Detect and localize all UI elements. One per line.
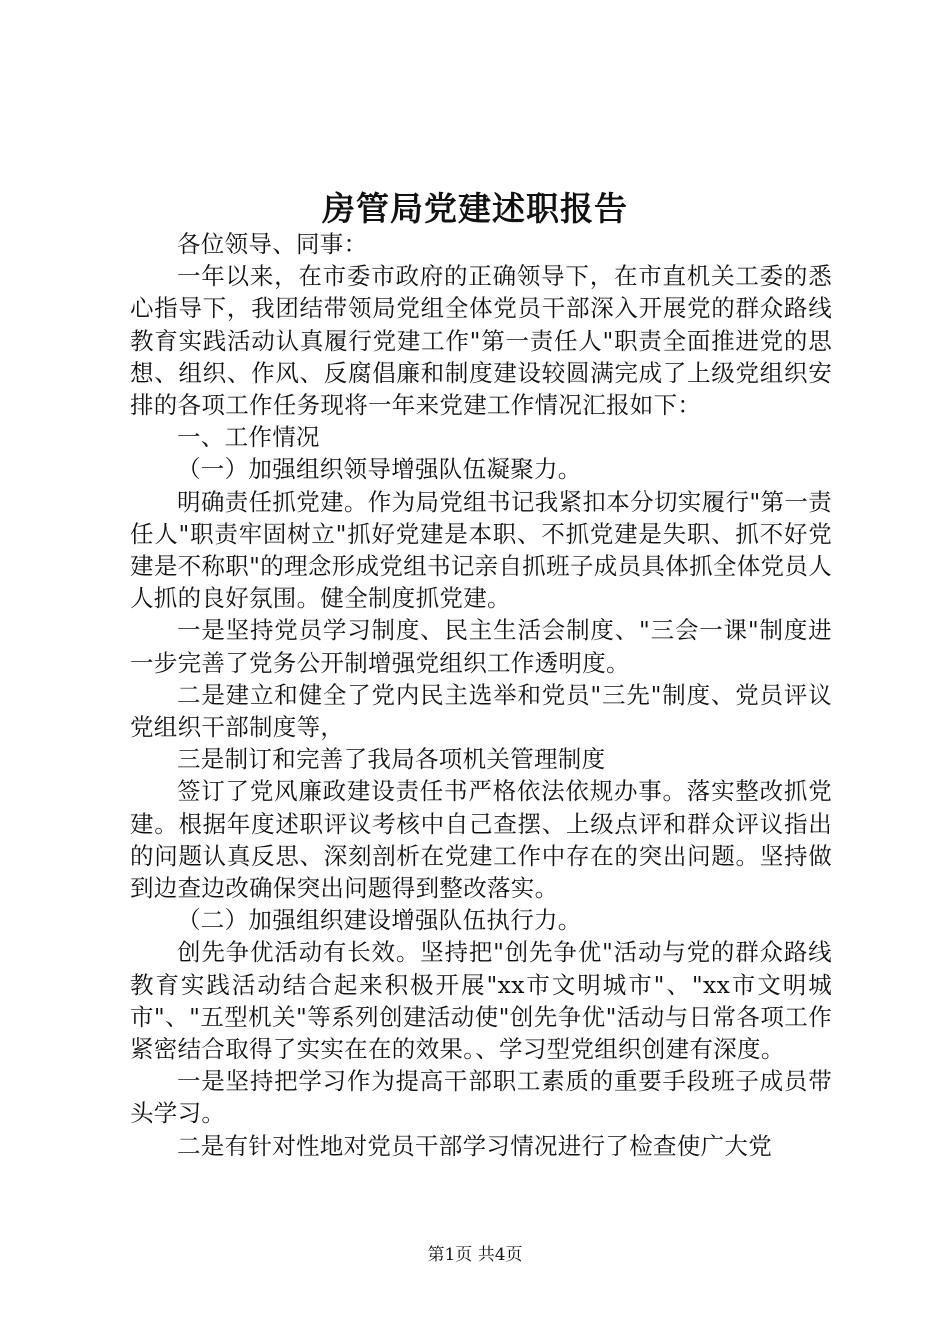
paragraph: 签订了党风廉政建设责任书严格依法依规办事。落实整改抓党建。根据年度述职评议考核中自己查摆、上级点评和群众评议指出的问题认真反思、深刻剖析在党建工作中存在的突出问题。坚持做到边查边改确保突出问题得到整改落实。 [130, 777, 832, 903]
section-heading: 一、工作情况 [177, 423, 320, 452]
subsection-heading: （二）加强组织建设增强队伍执行力。 [177, 906, 582, 935]
paragraph: 二是有针对性地对党员干部学习情况进行了检查使广大党 [177, 1131, 772, 1160]
paragraph: 一年以来，在市委市政府的正确领导下，在市直机关工委的悉心指导下，我团结带领局党组全体党员干部深入开展党的群众路线教育实践活动认真履行党建工作"第一责任人"职责全面推进党的思想、组织、作风、反腐倡廉和制度建设较圆满完成了上级党组织安排的各项工作任务现将一年来党建工作情况汇报如下： [130, 262, 832, 420]
subsection-heading: （一）加强组织领导增强队伍凝聚力。 [177, 455, 582, 484]
page-footer: 第1页 共4页 [427, 1245, 523, 1265]
document-body [130, 228, 832, 1162]
paragraph: 二是建立和健全了党内民主选举和党员"三先"制度、党员评议党组织干部制度等， [130, 680, 832, 742]
paragraph: 一是坚持把学习作为提高干部职工素质的重要手段班子成员带头学习。 [130, 1067, 832, 1128]
paragraph: 创先争优活动有长效。坚持把"创先争优"活动与党的群众路线教育实践活动结合起来积极开展"xx市文明城市"、"xx市文明城市"、"五型机关"等系列创建活动使"创先争优"活动与日常各项工作紧密结合取得了实实在在的效果。、学习型党组织创建有深度。 [130, 938, 832, 1064]
paragraph: 明确责任抓党建。作为局党组书记我紧扣本分切实履行"第一责任人"职责牢固树立"抓好党建是本职、不抓党建是失职、抓不好党建是不称职"的理念形成党组书记亲自抓班子成员具体抓全体党员人人抓的良好氛围。健全制度抓党建。 [130, 487, 832, 613]
paragraph-greeting: 各位领导、同事： [177, 230, 368, 258]
paragraph: 一是坚持党员学习制度、民主生活会制度、"三会一课"制度进一步完善了党务公开制增强党组织工作透明度。 [130, 616, 832, 677]
paragraph: 三是制订和完善了我局各项机关管理制度 [177, 745, 606, 774]
document-title: 房管局党建述职报告 [322, 189, 628, 228]
